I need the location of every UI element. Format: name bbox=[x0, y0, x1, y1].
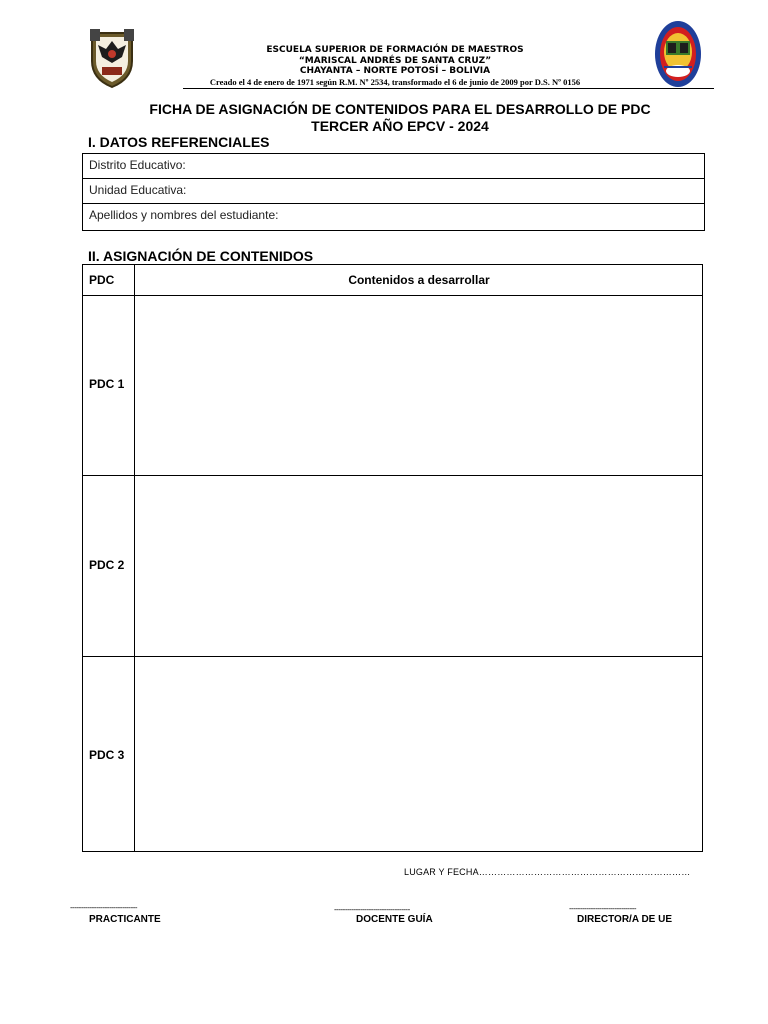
table-row bbox=[83, 476, 702, 657]
institution-seal-logo bbox=[654, 19, 702, 89]
section-content-assignment-heading: II. ASIGNACIÓN DE CONTENIDOS bbox=[88, 248, 314, 264]
field-district[interactable]: Distrito Educativo: bbox=[83, 154, 704, 179]
table-header bbox=[83, 265, 702, 296]
institution-subname: “MARISCAL ANDRÉS DE SANTA CRUZ” bbox=[298, 56, 492, 66]
signature-line-director: ------------------------------- bbox=[569, 904, 637, 913]
place-date-line[interactable]: LUGAR Y FECHA…………………………………………………………… bbox=[404, 867, 691, 877]
institution-location: CHAYANTA – NORTE POTOSÍ – BOLIVIA bbox=[299, 66, 491, 76]
column-header-pdc: PDC bbox=[89, 273, 115, 287]
coat-of-arms-logo bbox=[88, 27, 136, 89]
section-referential-data-heading: I. DATOS REFERENCIALES bbox=[88, 134, 270, 150]
column-divider bbox=[134, 265, 135, 851]
signature-line-practicante: ------------------------------- bbox=[70, 903, 138, 912]
field-student-name[interactable]: Apellidos y nombres del estudiante: bbox=[89, 208, 279, 222]
row-label-pdc3: PDC 3 bbox=[89, 748, 125, 762]
referential-data-table bbox=[82, 153, 705, 231]
content-assignment-table bbox=[82, 264, 703, 852]
signature-label-practicante: PRACTICANTE bbox=[89, 914, 161, 925]
column-header-contents: Contenidos a desarrollar bbox=[348, 273, 490, 287]
document-subtitle: TERCER AÑO EPCV - 2024 bbox=[311, 118, 489, 134]
table-row bbox=[83, 296, 702, 476]
table-row bbox=[83, 657, 702, 851]
row-label-pdc2: PDC 2 bbox=[89, 558, 125, 572]
signature-label-director: DIRECTOR/A DE UE bbox=[577, 914, 673, 925]
document-title: FICHA DE ASIGNACIÓN DE CONTENIDOS PARA EL DESARROLLO DE PDC bbox=[149, 101, 651, 117]
field-school[interactable]: Unidad Educativa: bbox=[83, 179, 704, 204]
signature-label-docente: DOCENTE GUÍA bbox=[356, 914, 433, 925]
institution-name: ESCUELA SUPERIOR DE FORMACIÓN DE MAESTROS bbox=[266, 45, 524, 55]
row-label-pdc1: PDC 1 bbox=[89, 377, 125, 391]
creation-note: Creado el 4 de enero de 1971 según R.M. Nº 2534, transformado el 6 de junio de 2009 por D.S. Nº 0156 bbox=[209, 77, 581, 87]
signature-line-docente: ----------------------------------- bbox=[334, 905, 410, 914]
header-divider bbox=[183, 88, 714, 89]
